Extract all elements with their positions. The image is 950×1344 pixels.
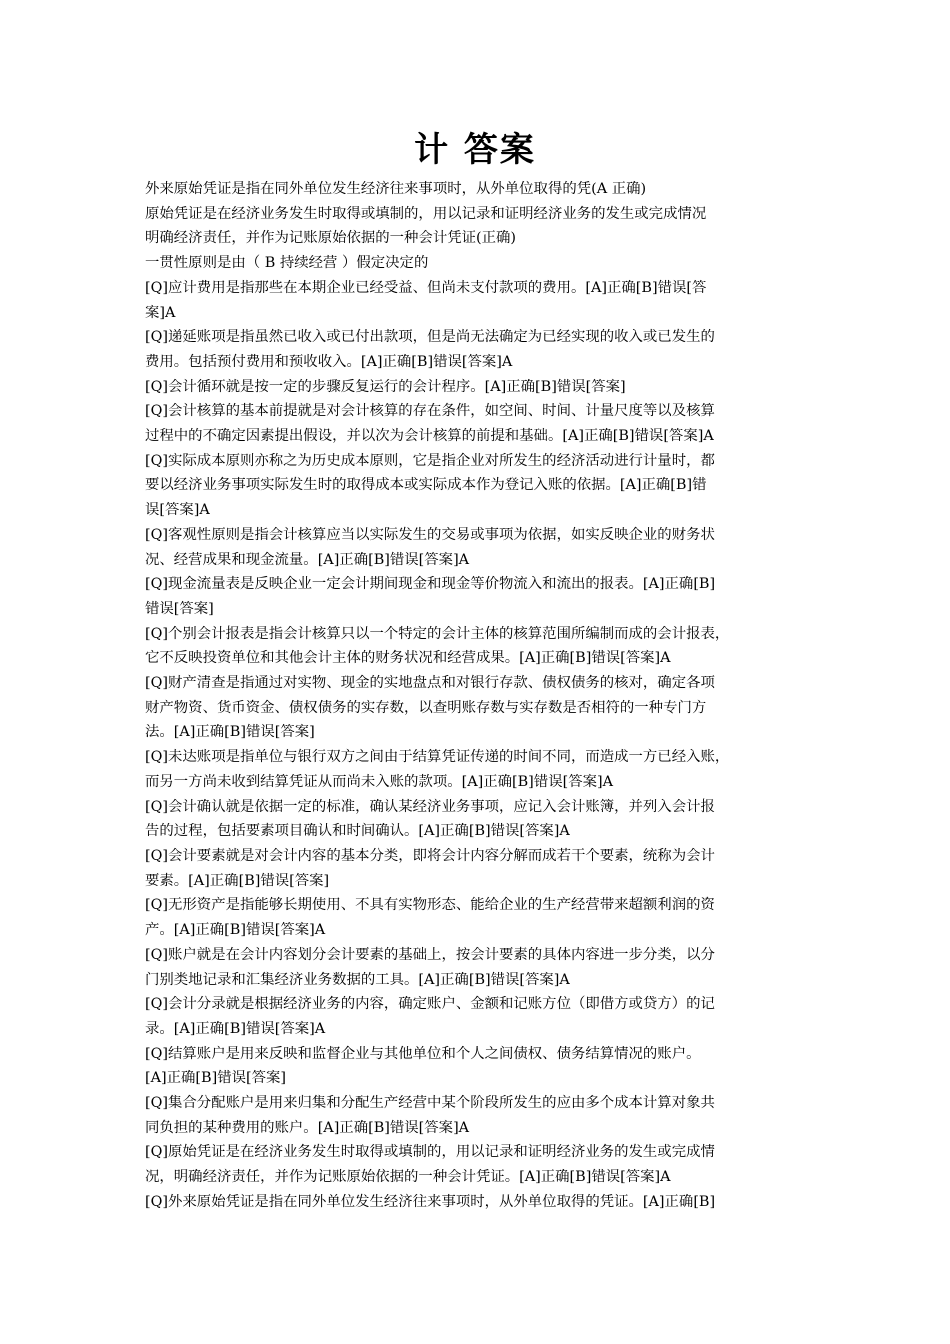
text-line: 明确经济责任，并作为记账原始依据的一种会计凭证(正确) bbox=[145, 230, 516, 247]
text-line: 财产物资、货币资金、债权债务的实存数，以查明账存数与实存数是否相符的一种专门方 bbox=[145, 699, 707, 716]
text-line: [Q]未达账项是指单位与银行双方之间由于结算凭证传递的时间不同，而造成一方已经入账， bbox=[145, 749, 730, 766]
text-line: 而另一方尚未收到结算凭证从而尚未入账的款项。[A]正确[B]错误[答案]A bbox=[145, 773, 613, 790]
text-line: [Q]会计核算的基本前提就是对会计核算的存在条件，如空间、时间、计量尺度等以及核算 bbox=[145, 403, 715, 420]
paragraph bbox=[145, 1042, 815, 1091]
paragraph bbox=[145, 202, 815, 251]
text-line: 误[答案]A bbox=[145, 502, 210, 519]
text-line: 同负担的某种费用的账户。[A]正确[B]错误[答案]A bbox=[145, 1119, 470, 1136]
paragraph bbox=[145, 325, 815, 374]
document-body bbox=[145, 177, 815, 1215]
text-line: [Q]客观性原则是指会计核算应当以实际发生的交易或事项为依据，如实反映企业的财务状 bbox=[145, 526, 715, 543]
text-line: [Q]原始凭证是在经济业务发生时取得或填制的，用以记录和证明经济业务的发生或完成情 bbox=[145, 1144, 715, 1161]
paragraph bbox=[145, 844, 815, 893]
paragraph bbox=[145, 572, 815, 621]
paragraph bbox=[145, 399, 815, 448]
paragraph bbox=[145, 1091, 815, 1140]
paragraph bbox=[145, 1140, 815, 1189]
text-line: [Q]递延账项是指虽然已收入或已付出款项，但是尚无法确定为已经实现的收入或已发生的 bbox=[145, 329, 715, 346]
text-line: [Q]会计要素就是对会计内容的基本分类，即将会计内容分解而成若干个要素，统称为会计 bbox=[145, 847, 715, 864]
paragraph bbox=[145, 893, 815, 942]
text-line: [Q]无形资产是指能够长期使用、不具有实物形态、能给企业的生产经营带来超额利润的资 bbox=[145, 897, 715, 914]
text-line: 原始凭证是在经济业务发生时取得或填制的，用以记录和证明经济业务的发生或完成情况 bbox=[145, 205, 707, 222]
text-line: 录。[A]正确[B]错误[答案]A bbox=[145, 1020, 326, 1037]
text-line: [Q]会计分录就是根据经济业务的内容，确定账户、金额和记账方位（即借方或贷方）的记 bbox=[145, 996, 715, 1013]
text-line: 外来原始凭证是指在同外单位发生经济往来事项时，从外单位取得的凭(A 正确) bbox=[145, 181, 647, 197]
text-line: 过程中的不确定因素提出假设，并以次为会计核算的前提和基础。[A]正确[B]错误[答案]A bbox=[145, 428, 714, 445]
text-line: [Q]财产清查是指通过对实物、现金的实地盘点和对银行存款、债权债务的核对，确定各项 bbox=[145, 675, 715, 692]
paragraph bbox=[145, 1190, 815, 1215]
paragraph bbox=[145, 671, 815, 745]
text-line: 门别类地记录和汇集经济业务数据的工具。[A]正确[B]错误[答案]A bbox=[145, 971, 570, 988]
text-line: [Q]外来原始凭证是指在同外单位发生经济往来事项时，从外单位取得的凭证。[A]正确[B] bbox=[145, 1193, 716, 1210]
paragraph bbox=[145, 992, 815, 1041]
paragraph bbox=[145, 177, 815, 202]
text-line: 况，明确经济责任，并作为记账原始依据的一种会计凭证。[A]正确[B]错误[答案]A bbox=[145, 1169, 671, 1186]
paragraph bbox=[145, 943, 815, 992]
paragraph bbox=[145, 449, 815, 523]
paragraph bbox=[145, 251, 815, 276]
text-line: 要素。[A]正确[B]错误[答案] bbox=[145, 872, 330, 889]
text-line: 法。[A]正确[B]错误[答案] bbox=[145, 724, 315, 741]
text-line: 告的过程，包括要素项目确认和时间确认。[A]正确[B]错误[答案]A bbox=[145, 823, 570, 840]
paragraph bbox=[145, 622, 815, 671]
text-line: 错误[答案] bbox=[145, 600, 214, 617]
text-line: [Q]实际成本原则亦称之为历史成本原则，它是指企业对所发生的经济活动进行计量时，都 bbox=[145, 452, 715, 469]
paragraph bbox=[145, 276, 815, 325]
text-line: 它不反映投资单位和其他会计主体的财务状况和经营成果。[A]正确[B]错误[答案]A bbox=[145, 650, 671, 667]
text-line: [Q]结算账户是用来反映和监督企业与其他单位和个人之间债权、债务结算情况的账户。 bbox=[145, 1045, 701, 1062]
text-line: 费用。包括预付费用和预收收入。[A]正确[B]错误[答案]A bbox=[145, 353, 513, 370]
text-line: [Q]账户就是在会计内容划分会计要素的基础上，按会计要素的具体内容进一步分类，以分 bbox=[145, 946, 715, 963]
text-line: [Q]现金流量表是反映企业一定会计期间现金和现金等价物流入和流出的报表。[A]正确[B] bbox=[145, 576, 716, 593]
text-line: [Q]会计确认就是依据一定的标准，确认某经济业务事项，应记入会计账簿，并列入会计报 bbox=[145, 798, 715, 815]
text-line: 产。[A]正确[B]错误[答案]A bbox=[145, 922, 326, 939]
text-line: 要以经济业务事项实际发生时的取得成本或实际成本作为登记入账的依据。[A]正确[B]错 bbox=[145, 477, 707, 494]
paragraph bbox=[145, 795, 815, 844]
paragraph bbox=[145, 523, 815, 572]
text-line: [Q]集合分配账户是用来归集和分配生产经营中某个阶段所发生的应由多个成本计算对象共 bbox=[145, 1095, 715, 1112]
paragraph bbox=[145, 745, 815, 794]
text-line: 一贯性原则是由（ B 持续经营 ）假定决定的 bbox=[145, 255, 429, 272]
text-line: [Q]应计费用是指那些在本期企业已经受益、但尚未支付款项的费用。[A]正确[B]错误[答 bbox=[145, 279, 707, 296]
text-line: 况、经营成果和现金流量。[A]正确[B]错误[答案]A bbox=[145, 551, 470, 568]
text-line: [Q]会计循环就是按一定的步骤反复运行的会计程序。[A]正确[B]错误[答案] bbox=[145, 378, 626, 395]
paragraph bbox=[145, 375, 815, 400]
text-line: [A]正确[B]错误[答案] bbox=[145, 1070, 286, 1087]
text-line: 案]A bbox=[145, 304, 176, 321]
text-line: [Q]个别会计报表是指会计核算只以一个特定的会计主体的核算范围所编制而成的会计报表， bbox=[145, 625, 730, 642]
page-title: 计 答案 bbox=[414, 130, 536, 170]
